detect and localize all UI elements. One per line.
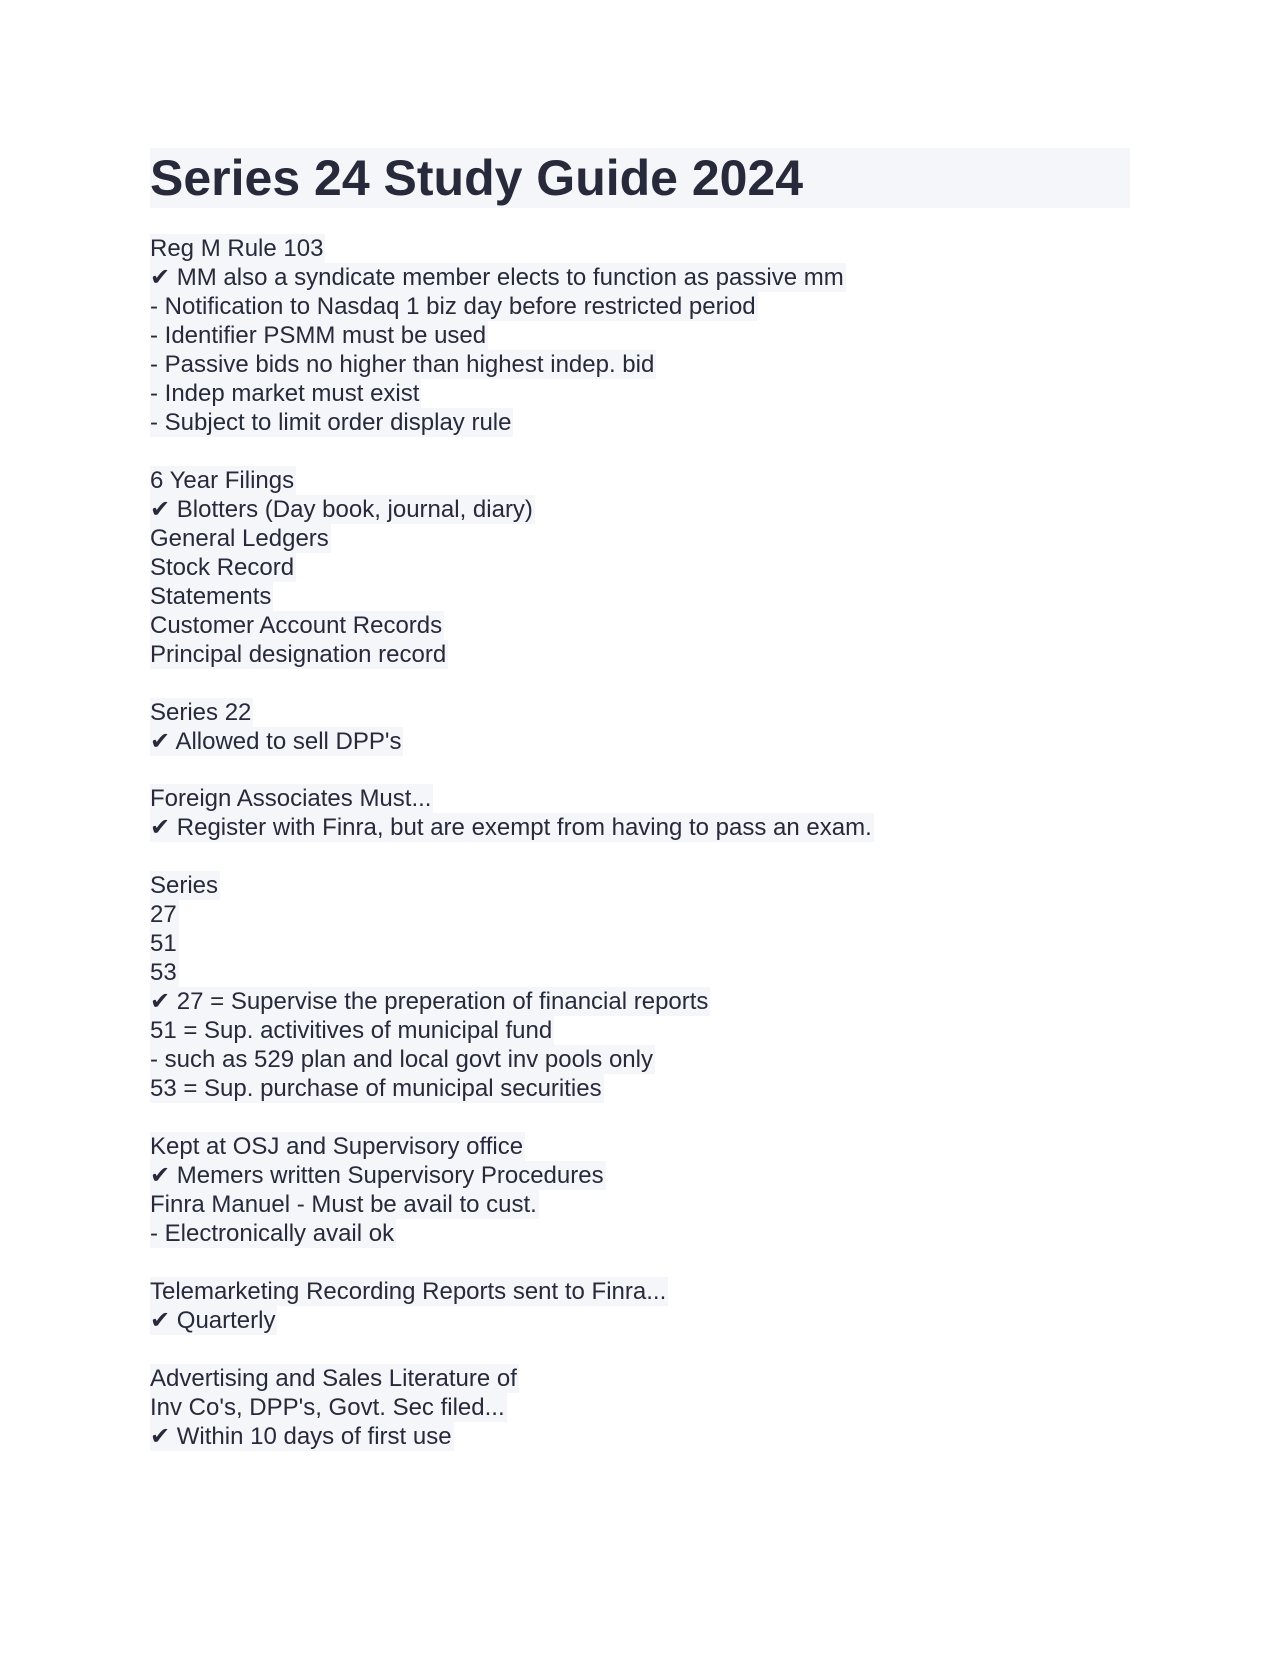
text-line: ✔ Register with Finra, but are exempt from having to pass an exam. <box>150 814 872 842</box>
text-line: Principal designation record <box>150 640 447 668</box>
text-line: Advertising and Sales Literature of <box>150 1364 517 1392</box>
document-page <box>150 148 1130 1479</box>
text-line: General Ledgers <box>150 524 329 552</box>
section-6-year-filings <box>150 466 1130 669</box>
text-line: - Notification to Nasdaq 1 biz day before restricted period <box>150 293 756 320</box>
text-line: Statements <box>150 582 272 610</box>
text-line: Customer Account Records <box>150 611 443 639</box>
text-line: ✔ 27 = Supervise the preperation of financial reports <box>150 988 709 1016</box>
section-series-22 <box>150 698 1130 756</box>
section-foreign-associates <box>150 784 1130 842</box>
title-bar <box>150 148 1130 208</box>
text-line: 6 Year Filings <box>150 466 295 494</box>
text-line: Inv Co's, DPP's, Govt. Sec filed... <box>150 1393 505 1421</box>
text-line: ✔ Within 10 days of first use <box>150 1422 452 1450</box>
text-line: - Subject to limit order display rule <box>150 409 512 436</box>
text-line: 53 <box>150 959 177 987</box>
section-osj <box>150 1132 1130 1248</box>
text-line: Telemarketing Recording Reports sent to Finra... <box>150 1277 667 1305</box>
text-line: 51 = Sup. activitives of municipal fund <box>150 1017 553 1045</box>
text-line: - Identifier PSMM must be used <box>150 322 487 349</box>
text-line: ✔ Memers written Supervisory Procedures <box>150 1161 604 1189</box>
text-line: - such as 529 plan and local govt inv pools only <box>150 1046 653 1074</box>
text-line: - Passive bids no higher than highest indep. bid <box>150 351 655 378</box>
text-line: Series 22 <box>150 698 252 726</box>
page-title: Series 24 Study Guide 2024 <box>150 150 804 206</box>
text-line: Finra Manuel - Must be avail to cust. <box>150 1190 537 1218</box>
text-line: Kept at OSJ and Supervisory office <box>150 1132 524 1160</box>
text-line: ✔ Blotters (Day book, journal, diary) <box>150 495 533 523</box>
text-line: ✔ Quarterly <box>150 1306 276 1334</box>
section-reg-m <box>150 234 1130 437</box>
text-line: Series <box>150 872 219 900</box>
text-line: - Electronically avail ok <box>150 1219 395 1247</box>
section-advertising <box>150 1364 1130 1451</box>
text-line: ✔ Allowed to sell DPP's <box>150 727 402 755</box>
text-line: Foreign Associates Must... <box>150 785 432 813</box>
text-line: 53 = Sup. purchase of municipal securities <box>150 1075 602 1103</box>
section-telemarketing <box>150 1277 1130 1335</box>
text-line: 27 <box>150 901 177 929</box>
text-line: ✔ MM also a syndicate member elects to function as passive mm <box>150 264 844 291</box>
text-line: Stock Record <box>150 553 295 581</box>
text-line: - Indep market must exist <box>150 380 420 407</box>
text-line: Reg M Rule 103 <box>150 235 324 262</box>
section-series-27-51-53 <box>150 871 1130 1103</box>
text-line: 51 <box>150 930 177 958</box>
